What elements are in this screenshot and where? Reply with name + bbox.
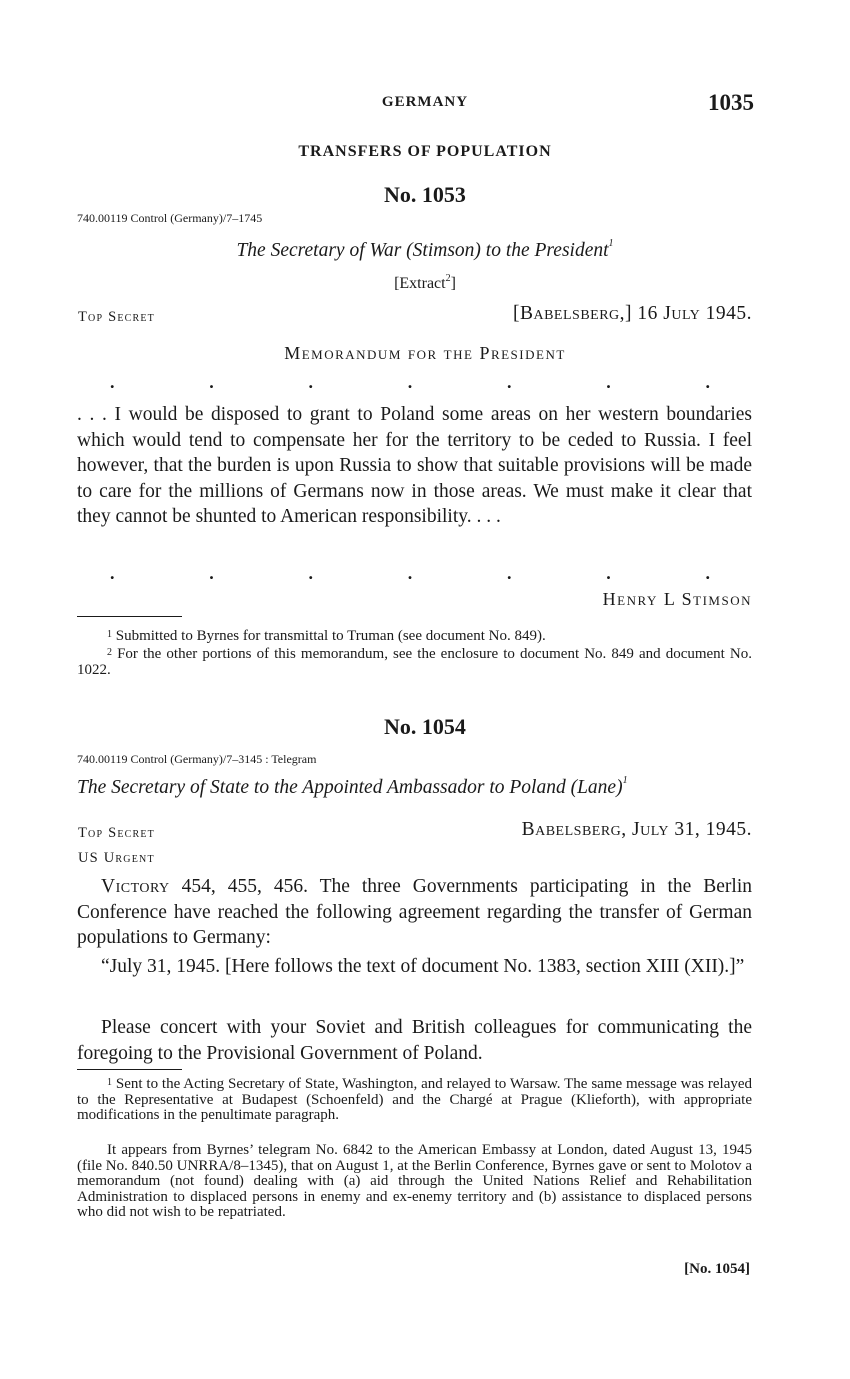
footnote-marker: 2 — [445, 273, 451, 284]
footnote-marker: 1 — [622, 775, 628, 786]
footnote-1054-1 — [77, 1077, 752, 1124]
place-date-1053: [Babelsberg,] 16 July 1945. — [512, 303, 752, 324]
footnote-1053-2 — [77, 647, 752, 678]
document-number-1053: No. 1053 — [384, 182, 466, 207]
classification-1053: Top Secret — [78, 309, 155, 325]
ellipsis-row: . . . . . . . — [110, 372, 710, 392]
file-reference-1054: 740.00119 Control (Germany)/7–3145 : Telegram — [77, 752, 317, 766]
footnote-rule — [77, 1069, 182, 1070]
footnote-number: 1 — [107, 1077, 112, 1088]
footnote-rule — [77, 616, 182, 617]
ellipsis-row: . . . . . . . — [110, 563, 710, 583]
catchword: [No. 1054] — [684, 1261, 750, 1277]
extract-label: [Extract — [394, 275, 446, 292]
extract-note — [0, 275, 850, 293]
document-number-1054: No. 1054 — [384, 714, 466, 739]
footnote-marker: 1 — [608, 238, 614, 249]
telegram-paragraph-2: Please concert with your Soviet and British colleagues for communicating the foregoing to the Provisional Government of Poland. — [77, 1017, 752, 1064]
document-title-text: The Secretary of State to the Appointed Ambassador to Poland (Lane) — [77, 777, 623, 798]
footnote-text: Sent to the Acting Secretary of State, Washington, and relayed to Warsaw. The same message was relayed to the Representative at Budapest (Schoenfeld) and the Chargé at Prague (Klieforth), with appropriate modifications in the penultimate paragraph. — [77, 1076, 753, 1123]
telegram-lead: Victory — [101, 876, 170, 897]
running-head: GERMANY — [381, 94, 469, 110]
document-title-1053 — [0, 240, 850, 262]
memo-heading: Memorandum for the President — [284, 343, 566, 363]
footnote-number: 2 — [107, 647, 112, 658]
signature: Henry L Stimson — [602, 589, 752, 609]
footnote-number: 1 — [107, 629, 112, 640]
telegram-quote: “July 31, 1945. [Here follows the text of document No. 1383, section XIII (XII).]” — [101, 956, 745, 977]
footnote-text: For the other portions of this memorandum, see the enclosure to document No. 849 and document No. 1022. — [77, 646, 753, 678]
footnote-text: Submitted to Byrnes for transmittal to Truman (see document No. 849). — [115, 628, 546, 644]
classification-1054: Top Secret — [78, 825, 155, 841]
priority: US Urgent — [78, 850, 155, 866]
footnote-1053-1 — [77, 629, 752, 645]
memo-body: . . . I would be disposed to grant to Poland some areas on her western boundaries which would tend to compensate her for the territory to be ceded to Russia. I feel however, that the burden is upon Russia to show that suitable provisions will be made to care for the millions of Germans now in those areas. We must make it clear that they cannot be shunted to American responsibility. . . . — [77, 404, 752, 527]
document-title-text: The Secretary of War (Stimson) to the President — [236, 240, 609, 261]
section-title: TRANSFERS OF POPULATION — [298, 143, 552, 160]
file-reference-1053: 740.00119 Control (Germany)/7–1745 — [77, 211, 263, 225]
footnote-1054-1-continued: It appears from Byrnes’ telegram No. 6842 to the American Embassy at London, dated August 13, 1945 (file No. 840.50 UNRRA/8–1345), that on August 1, at the Berlin Conference, Byrnes gave or sent to Molotov a memorandum (not found) dealing with (a) aid through the United Nations Relief and Rehabilitation Administration to displaced persons in enemy and ex-enemy territory and (b) assistance to displaced persons who did not wish to be repatriated. — [77, 1142, 752, 1220]
page-number: 1035 — [708, 90, 754, 115]
telegram-text: 454, 455, 456. The three Governments participating in the Berlin Conference have reached the following agreement regarding the transfer of German populations to Germany: — [77, 876, 752, 948]
telegram-paragraph-1 — [77, 874, 752, 951]
extract-bracket: ] — [450, 275, 456, 292]
document-title-1054 — [77, 777, 628, 799]
place-date-1054: Babelsberg, July 31, 1945. — [521, 819, 752, 840]
